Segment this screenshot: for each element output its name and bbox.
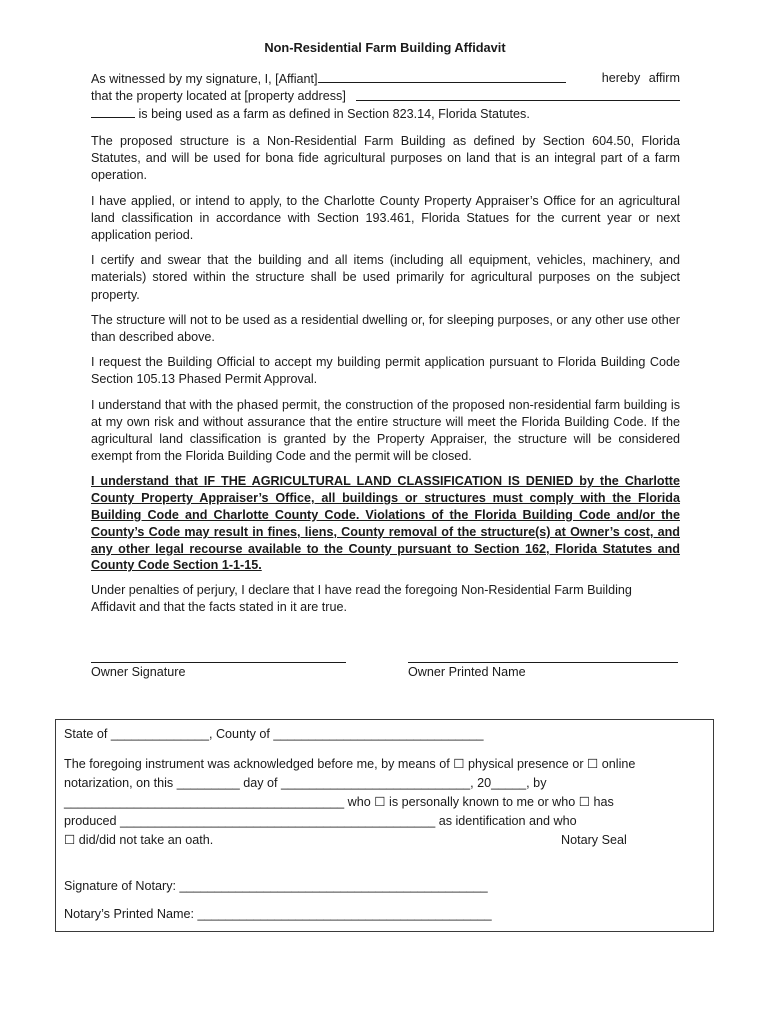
denial-warning: I understand that IF THE AGRICULTURAL LAND CLASSIFICATION IS DENIED by the Charlotte County Property Appraiser’s Office, all buildings or structures must comply with the Florida Building Code and Charlotte County Code. Violations of the Florida Building Code and/or the County’s Code may result in fines, liens, County removal of the structure(s) at Owner’s cost, and any other legal recourse available to the County pursuant to Section 162, Florida Statutes and County Code Section 1-1-15. <box>91 474 680 573</box>
paragraph-land-classification: I have applied, or intend to apply, to the Charlotte County Property Appraiser’s Office for an agricultural land classification in accordance with Section 193.461, Florida Statues for the current year or next application period. <box>91 193 680 243</box>
notary-identity-line[interactable]: ________________________________________ who ☐ is personally known to me or who ☐ has <box>64 795 614 809</box>
paragraph-risk-acknowledgement: I understand that with the phased permit, the construction of the proposed non-residential farm building is at my own risk and without assurance that the entire structure will meet the Florida Building Code. If the agricultural land classification is granted by the Property Appraiser, the structure will be considered exempt from the Florida Building Code and the permit will be closed. <box>91 397 680 464</box>
perjury-declaration: Under penalties of perjury, I declare that I have read the foregoing Non-Residential Farm Building Affidavit and that the facts stated in it are true. <box>91 583 632 615</box>
property-address-blank-continued[interactable] <box>91 105 135 118</box>
paragraph-structure-definition: The proposed structure is a Non-Residential Farm Building as defined by Section 604.50, Florida Statutes, and will be used for bona fide agricultural purposes on land that is an integral part of a farm operation. <box>91 134 680 183</box>
owner-printed-name-line[interactable] <box>408 650 678 663</box>
notary-oath-line[interactable]: ☐ did/did not take an oath. <box>64 833 214 847</box>
affiant-name-blank[interactable] <box>318 70 566 83</box>
owner-signature-line[interactable] <box>91 650 346 663</box>
property-address-blank[interactable] <box>356 88 680 101</box>
notary-acknowledgement-line-1: The foregoing instrument was acknowledged before me, by means of ☐ physical presence or ☐ online <box>64 757 636 771</box>
affirm-suffix: hereby affirm <box>601 71 680 85</box>
affiant-statement <box>91 70 680 123</box>
notary-signature-line[interactable]: Signature of Notary: ____________________________________________ <box>64 879 488 893</box>
paragraph-phased-permit-request: I request the Building Official to accept my building permit application pursuant to Florida Building Code Section 105.13 Phased Permit Approval. <box>91 355 680 387</box>
notary-date-line[interactable]: notarization, on this _________ day of ___________________________, 20_____, by <box>64 776 547 790</box>
notary-seal-label: Notary Seal <box>561 833 627 847</box>
owner-signature-label: Owner Signature <box>91 665 186 679</box>
notary-state-county-line[interactable]: State of ______________, County of ______________________________ <box>64 727 484 741</box>
notary-acknowledgement-box <box>55 719 714 932</box>
document-title: Non-Residential Farm Building Affidavit <box>264 40 506 55</box>
signature-section <box>91 650 691 686</box>
notary-printed-name-line[interactable]: Notary’s Printed Name: __________________________________________ <box>64 907 492 921</box>
paragraph-no-residential-use: The structure will not to be used as a residential dwelling or, for sleeping purposes, or any other use other than described above. <box>91 312 680 345</box>
paragraph-agricultural-use: I certify and swear that the building and all items (including all equipment, vehicles, machinery, and materials) stored within the structure shall be used primarily for agricultural purposes on the subject property. <box>91 253 680 302</box>
affiant-prefix: As witnessed by my signature, I, [Affiant] <box>91 72 318 86</box>
farm-definition-text: is being used as a farm as defined in Section 823.14, Florida Statutes. <box>138 107 530 121</box>
owner-printed-name-label: Owner Printed Name <box>408 665 526 679</box>
notary-identification-line[interactable]: produced _____________________________________________ as identification and who <box>64 814 577 828</box>
property-address-label: that the property located at [property address] <box>91 89 346 103</box>
